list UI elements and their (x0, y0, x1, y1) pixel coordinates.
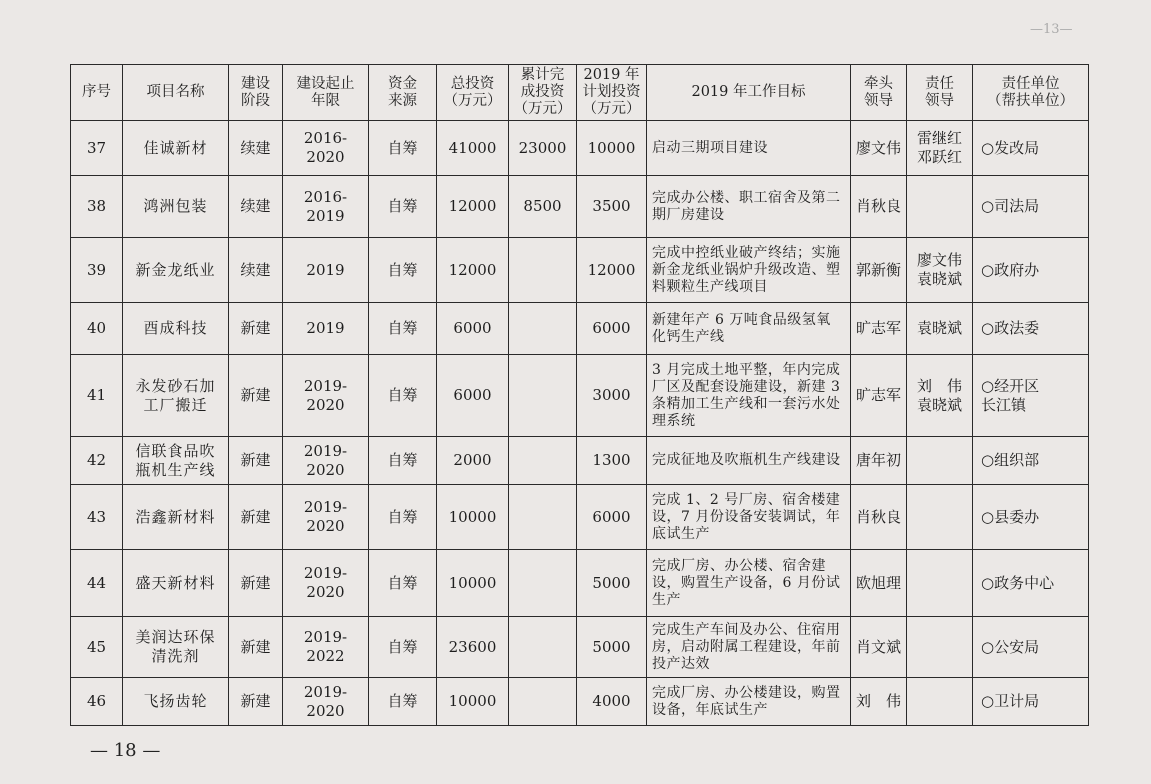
cell-project-name: 鸿洲包装 (123, 176, 229, 238)
cell-responsible-leader-line: 刘 伟 (916, 376, 962, 395)
cell-work-goal: 3 月完成土地平整，年内完成厂区及配套设施建设，新建 3 条精加工生产线和一套污水处理系统 (647, 355, 851, 437)
cell-work-goal: 启动三期项目建设 (647, 121, 851, 176)
cell-responsible-unit: ○发改局 (973, 121, 1089, 176)
cell-project-name-line: 美润达环保 (135, 628, 216, 646)
cell-responsible-leader-line: 邓跃红 (916, 148, 962, 166)
cell-period: 2019-2020 (283, 678, 369, 726)
table-row (71, 176, 1089, 238)
cell-no: 40 (71, 303, 123, 355)
cell-period: 2019 (283, 303, 369, 355)
cell-project-name-line: 工厂搬迁 (143, 395, 208, 414)
cell-plan-investment: 6000 (577, 485, 647, 550)
cell-stage: 续建 (229, 176, 283, 238)
cell-plan-investment: 5000 (577, 617, 647, 678)
header-period: 建设起止 年限 (283, 65, 369, 121)
cell-work-goal: 完成中控纸业破产终结；实施新金龙纸业锅炉升级改造、塑料颗粒生产线项目 (647, 238, 851, 303)
cell-completed-investment (509, 485, 577, 550)
cell-responsible-leader (907, 678, 973, 726)
cell-responsible-unit: ○卫计局 (973, 678, 1089, 726)
page-number: — 18 — (90, 740, 161, 761)
cell-period: 2019-2020 (283, 355, 369, 437)
header-fund: 资金 来源 (369, 65, 437, 121)
cell-work-goal: 完成生产车间及办公、住宿用房，启动附属工程建设，年前投产达效 (647, 617, 851, 678)
cell-responsible-unit: ○政府办 (973, 238, 1089, 303)
cell-stage: 新建 (229, 437, 283, 485)
table-row (71, 437, 1089, 485)
cell-period: 2016-2020 (283, 121, 369, 176)
cell-lead-leader: 刘 伟 (851, 678, 907, 726)
cell-responsible-leader: 袁晓斌 (907, 303, 973, 355)
table-row (71, 617, 1089, 678)
cell-total-investment: 2000 (437, 437, 509, 485)
table-row (71, 121, 1089, 176)
cell-fund-source: 自筹 (369, 303, 437, 355)
header-lead: 牵头 领导 (851, 65, 907, 121)
cell-no: 39 (71, 238, 123, 303)
cell-responsible-leader (907, 617, 973, 678)
cell-fund-source: 自筹 (369, 176, 437, 238)
cell-period: 2019 (283, 238, 369, 303)
cell-project-name: 新金龙纸业 (123, 238, 229, 303)
cell-work-goal: 完成厂房、办公楼建设，购置设备，年底试生产 (647, 678, 851, 726)
cell-plan-investment: 6000 (577, 303, 647, 355)
cell-responsible-unit: ○政务中心 (973, 550, 1089, 617)
cell-plan-investment: 12000 (577, 238, 647, 303)
cell-responsible-leader-line: 袁晓斌 (916, 270, 962, 288)
cell-responsible-leader (907, 355, 973, 437)
cell-no: 43 (71, 485, 123, 550)
cell-completed-investment (509, 355, 577, 437)
cell-lead-leader: 旷志军 (851, 355, 907, 437)
cell-project-name-line: 清洗剂 (151, 647, 200, 665)
cell-project-name: 浩鑫新材料 (123, 485, 229, 550)
cell-project-name (123, 355, 229, 437)
cell-fund-source: 自筹 (369, 485, 437, 550)
cell-stage: 新建 (229, 303, 283, 355)
cell-lead-leader: 欧旭理 (851, 550, 907, 617)
header-resp-leader: 责任 领导 (907, 65, 973, 121)
cell-lead-leader: 旷志军 (851, 303, 907, 355)
cell-total-investment: 10000 (437, 550, 509, 617)
cell-project-name (123, 437, 229, 485)
cell-completed-investment (509, 238, 577, 303)
cell-plan-investment: 10000 (577, 121, 647, 176)
cell-responsible-unit: ○公安局 (973, 617, 1089, 678)
cell-completed-investment (509, 550, 577, 617)
cell-no: 42 (71, 437, 123, 485)
cell-project-name: 佳诚新材 (123, 121, 229, 176)
cell-responsible-leader (907, 550, 973, 617)
cell-responsible-leader (907, 121, 973, 176)
cell-responsible-leader (907, 176, 973, 238)
cell-responsible-unit: ○司法局 (973, 176, 1089, 238)
cell-no: 46 (71, 678, 123, 726)
cell-plan-investment: 5000 (577, 550, 647, 617)
cell-lead-leader: 郭新衡 (851, 238, 907, 303)
cell-fund-source: 自筹 (369, 678, 437, 726)
table-row (71, 303, 1089, 355)
cell-responsible-unit: ○政法委 (973, 303, 1089, 355)
cell-total-investment: 41000 (437, 121, 509, 176)
cell-project-name: 盛天新材料 (123, 550, 229, 617)
cell-responsible-leader-line: 廖文伟 (916, 251, 962, 269)
cell-responsible-leader-line: 雷继红 (916, 129, 962, 147)
cell-stage: 新建 (229, 355, 283, 437)
header-resp-unit: 责任单位 （帮扶单位） (973, 65, 1089, 121)
cell-plan-investment: 3500 (577, 176, 647, 238)
cell-total-investment: 6000 (437, 355, 509, 437)
cell-lead-leader: 唐年初 (851, 437, 907, 485)
cell-period: 2019-2020 (283, 437, 369, 485)
header-total: 总投资 （万元） (437, 65, 509, 121)
cell-project-name-line: 瓶机生产线 (135, 460, 216, 479)
header-name: 项目名称 (123, 65, 229, 121)
cell-completed-investment (509, 617, 577, 678)
cell-work-goal: 完成厂房、办公楼、宿舍建设，购置生产设备，6 月份试生产 (647, 550, 851, 617)
cell-fund-source: 自筹 (369, 437, 437, 485)
cell-stage: 新建 (229, 485, 283, 550)
cell-total-investment: 23600 (437, 617, 509, 678)
table-row (71, 238, 1089, 303)
header-completed: 累计完 成投资 （万元） (509, 65, 577, 121)
cell-responsible-unit: ○组织部 (973, 437, 1089, 485)
cell-responsible-leader (907, 238, 973, 303)
cell-lead-leader: 肖文斌 (851, 617, 907, 678)
header-row (71, 65, 1089, 121)
cell-no: 45 (71, 617, 123, 678)
cell-project-name-line: 信联食品吹 (135, 441, 216, 460)
cell-project-name (123, 617, 229, 678)
cell-no: 41 (71, 355, 123, 437)
cell-project-name-line: 永发砂石加 (135, 376, 216, 395)
header-stage: 建设 阶段 (229, 65, 283, 121)
cell-plan-investment: 3000 (577, 355, 647, 437)
cell-total-investment: 12000 (437, 238, 509, 303)
cell-completed-investment (509, 437, 577, 485)
table-row (71, 355, 1089, 437)
cell-lead-leader: 肖秋良 (851, 485, 907, 550)
cell-no: 37 (71, 121, 123, 176)
cell-stage: 续建 (229, 121, 283, 176)
cell-stage: 新建 (229, 617, 283, 678)
table-row (71, 485, 1089, 550)
cell-completed-investment: 23000 (509, 121, 577, 176)
cell-total-investment: 12000 (437, 176, 509, 238)
cell-fund-source: 自筹 (369, 550, 437, 617)
page-header-mark: —13— (1030, 22, 1073, 37)
cell-responsible-leader (907, 437, 973, 485)
cell-fund-source: 自筹 (369, 355, 437, 437)
cell-plan-investment: 4000 (577, 678, 647, 726)
cell-plan-investment: 1300 (577, 437, 647, 485)
cell-work-goal: 新建年产 6 万吨食品级氢氧化钙生产线 (647, 303, 851, 355)
cell-period: 2016-2019 (283, 176, 369, 238)
project-table (70, 64, 1089, 726)
cell-stage: 新建 (229, 550, 283, 617)
table-body (71, 121, 1089, 726)
cell-lead-leader: 肖秋良 (851, 176, 907, 238)
cell-project-name: 酉成科技 (123, 303, 229, 355)
cell-completed-investment: 8500 (509, 176, 577, 238)
cell-work-goal: 完成 1、2 号厂房、宿舍楼建设，7 月份设备安装调试，年底试生产 (647, 485, 851, 550)
cell-period: 2019-2022 (283, 617, 369, 678)
cell-work-goal: 完成征地及吹瓶机生产线建设 (647, 437, 851, 485)
cell-lead-leader: 廖文伟 (851, 121, 907, 176)
cell-period: 2019-2020 (283, 485, 369, 550)
cell-responsible-leader (907, 485, 973, 550)
cell-total-investment: 10000 (437, 485, 509, 550)
cell-total-investment: 10000 (437, 678, 509, 726)
cell-responsible-leader-line: 袁晓斌 (916, 395, 962, 414)
cell-completed-investment (509, 678, 577, 726)
cell-project-name: 飞扬齿轮 (123, 678, 229, 726)
table-row (71, 678, 1089, 726)
cell-total-investment: 6000 (437, 303, 509, 355)
cell-fund-source: 自筹 (369, 238, 437, 303)
cell-responsible-unit: ○县委办 (973, 485, 1089, 550)
cell-responsible-unit-line: 长江镇 (981, 395, 1027, 414)
cell-fund-source: 自筹 (369, 617, 437, 678)
cell-stage: 新建 (229, 678, 283, 726)
cell-responsible-unit (973, 355, 1089, 437)
cell-stage: 续建 (229, 238, 283, 303)
header-goal: 2019 年工作目标 (647, 65, 851, 121)
cell-fund-source: 自筹 (369, 121, 437, 176)
header-plan: 2019 年 计划投资 （万元） (577, 65, 647, 121)
cell-completed-investment (509, 303, 577, 355)
cell-no: 44 (71, 550, 123, 617)
header-no: 序号 (71, 65, 123, 121)
cell-period: 2019-2020 (283, 550, 369, 617)
cell-responsible-unit-line: ○经开区 (981, 376, 1040, 395)
table-row (71, 550, 1089, 617)
cell-work-goal: 完成办公楼、职工宿舍及第二期厂房建设 (647, 176, 851, 238)
cell-no: 38 (71, 176, 123, 238)
